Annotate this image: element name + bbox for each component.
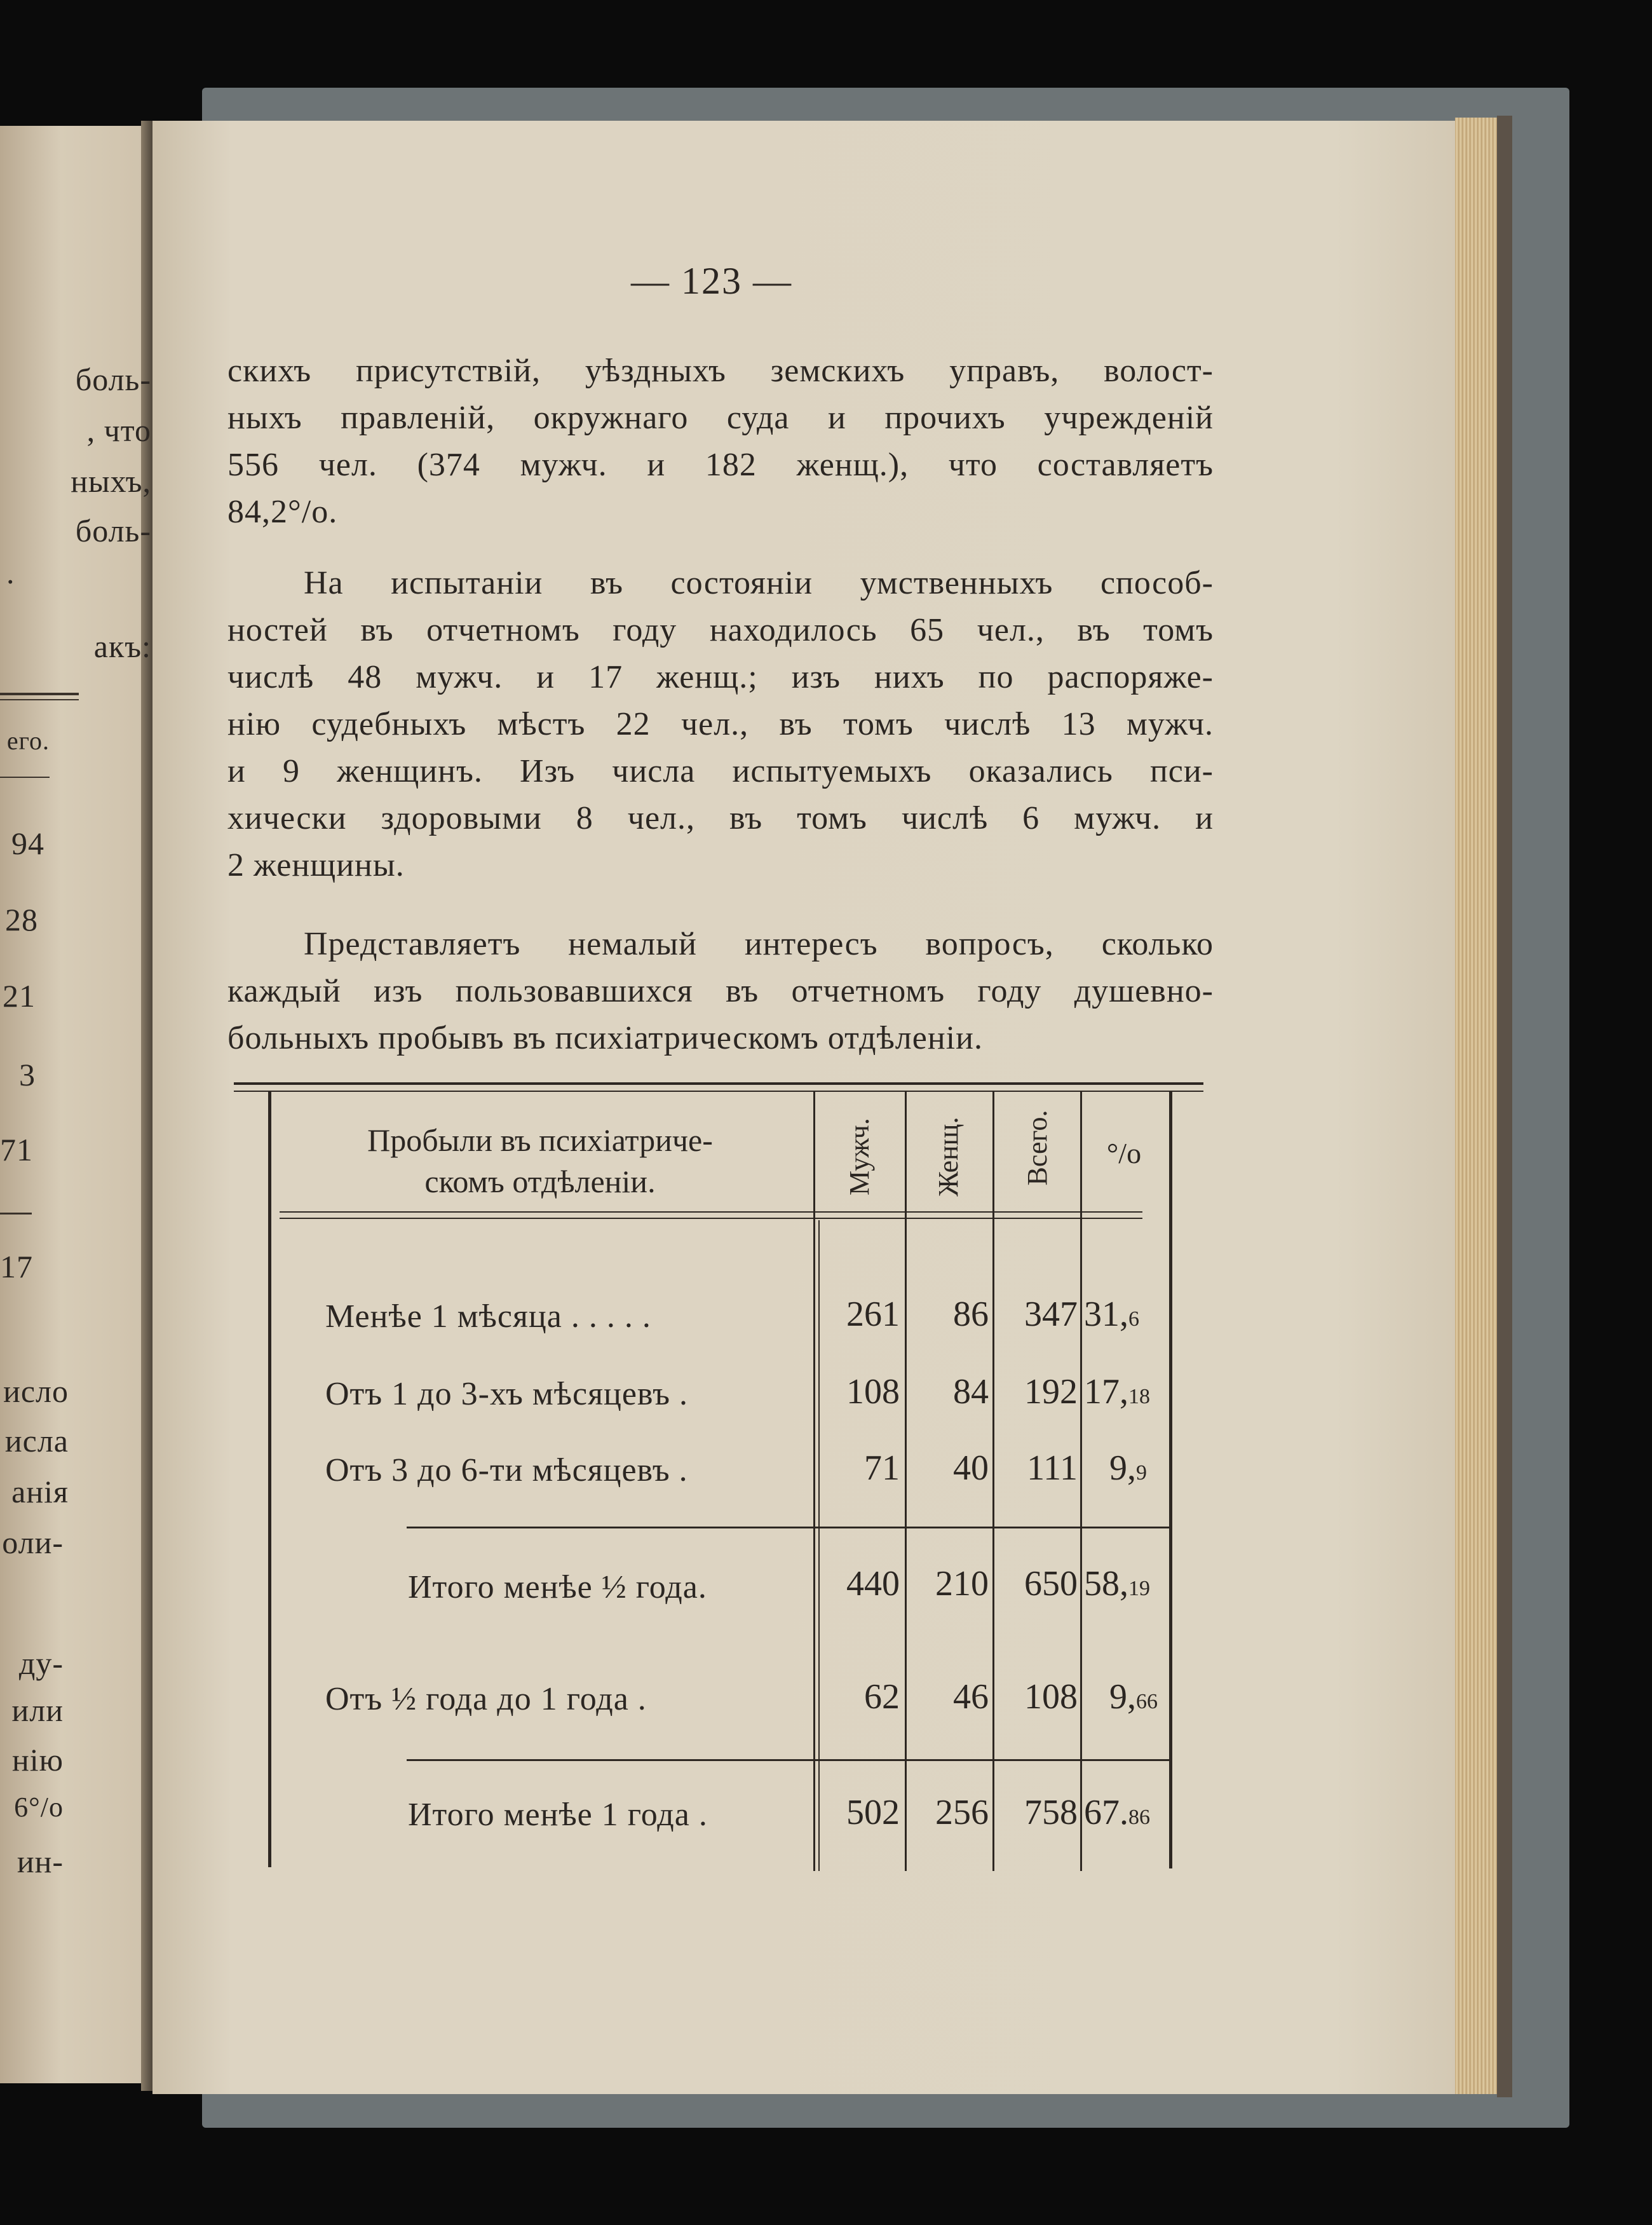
left-fragment: ныхъ, xyxy=(71,463,151,499)
header-description xyxy=(280,1120,801,1202)
percent-integer: 9, xyxy=(1109,1677,1136,1717)
page-edges xyxy=(1455,118,1500,2094)
left-fragment: оли- xyxy=(2,1525,64,1560)
left-rule xyxy=(0,1213,32,1215)
cell-total: 192 xyxy=(1024,1372,1078,1412)
text-line: и 9 женщинъ. Изъ числа испытуемыхъ оказались пси- xyxy=(227,753,1214,789)
left-fragment: боль- xyxy=(75,513,151,548)
left-fragment: 94 xyxy=(11,826,44,861)
left-fragment: . xyxy=(6,555,15,590)
left-fragment: исла xyxy=(4,1423,69,1459)
percent-fraction: 19 xyxy=(1128,1577,1150,1600)
cell-men: 62 xyxy=(864,1677,900,1717)
column-rule xyxy=(905,1092,907,1871)
subtotal-rule xyxy=(407,1527,1170,1528)
percent-integer: 67. xyxy=(1084,1793,1128,1832)
cell-women: 46 xyxy=(953,1677,989,1717)
left-fragment: или xyxy=(11,1692,64,1728)
left-fragment: ду- xyxy=(18,1645,64,1681)
percent-fraction: 9 xyxy=(1136,1461,1147,1485)
left-fragment: 21 xyxy=(3,978,36,1014)
row-label: Итого менѣе ½ года. xyxy=(408,1569,707,1605)
text-line: больныхъ пробывъ въ психіатрическомъ отдѣленіи. xyxy=(227,1020,983,1056)
left-rule xyxy=(0,693,79,695)
left-fragment: 3 xyxy=(19,1057,36,1092)
text-line: каждый изъ пользовавшихся въ отчетномъ году душевно- xyxy=(227,973,1214,1009)
cell-women: 210 xyxy=(935,1564,989,1603)
row-label: Отъ 1 до 3-хъ мѣсяцевъ . xyxy=(325,1376,689,1412)
left-fragment: , что xyxy=(86,412,151,448)
cell-percent xyxy=(1084,1294,1139,1335)
cell-women: 256 xyxy=(935,1793,989,1832)
cell-total: 758 xyxy=(1024,1793,1078,1832)
page-edge-shadow xyxy=(1497,116,1512,2097)
subtotal-rule xyxy=(407,1759,1170,1761)
table-top-rule xyxy=(234,1091,1203,1092)
left-fragment: нію xyxy=(11,1742,64,1778)
table-left-border xyxy=(268,1092,271,1867)
text-line: ностей въ отчетномъ году находилось 65 чел., въ томъ xyxy=(227,612,1214,648)
left-fragment: исло xyxy=(3,1373,69,1409)
row-label: Итого менѣе 1 года . xyxy=(408,1797,708,1833)
text-line: скихъ присутствій, уѣздныхъ земскихъ управъ, волост- xyxy=(227,353,1214,389)
header-women: Женщ. xyxy=(933,1117,964,1197)
left-rule xyxy=(0,699,79,700)
column-rule xyxy=(1080,1092,1082,1871)
cell-men: 440 xyxy=(846,1564,900,1603)
cell-women: 40 xyxy=(953,1448,989,1488)
row-label: Менѣе 1 мѣсяца . . . . . xyxy=(325,1298,651,1335)
text-line: Представляетъ немалый интересъ вопросъ, сколько xyxy=(304,926,1214,962)
cell-total: 108 xyxy=(1024,1677,1078,1717)
left-fragment: боль- xyxy=(75,362,151,397)
cell-total: 111 xyxy=(1027,1448,1078,1488)
left-fragment: ин- xyxy=(17,1844,64,1879)
left-fragment: 6°/о xyxy=(14,1792,64,1823)
cell-women: 86 xyxy=(953,1295,989,1334)
cell-percent xyxy=(1084,1563,1150,1604)
left-fragment: его. xyxy=(6,726,50,755)
cell-women: 84 xyxy=(953,1372,989,1412)
percent-fraction: 6 xyxy=(1128,1307,1139,1331)
header-description-line: Пробыли въ психіатриче- xyxy=(367,1122,713,1158)
percent-integer: 58, xyxy=(1084,1564,1128,1603)
cell-percent xyxy=(1084,1371,1150,1412)
cell-percent xyxy=(1109,1677,1158,1717)
percent-integer: 9, xyxy=(1109,1448,1136,1488)
percent-fraction: 18 xyxy=(1128,1385,1150,1408)
text-line: На испытаніи въ состояніи умственныхъ способ- xyxy=(304,565,1214,601)
cell-percent xyxy=(1084,1792,1150,1833)
left-rule xyxy=(0,777,50,778)
text-line: хически здоровыми 8 чел., въ томъ числѣ 6 мужч. и xyxy=(227,800,1214,836)
table-top-rule xyxy=(234,1082,1203,1085)
text-line: нію судебныхъ мѣстъ 22 чел., въ томъ числѣ 13 мужч. xyxy=(227,706,1214,742)
header-total: Всего. xyxy=(1022,1110,1053,1186)
left-fragment: 17 xyxy=(0,1249,33,1284)
cell-total: 347 xyxy=(1024,1295,1078,1334)
table-right-border xyxy=(1169,1092,1172,1868)
left-fragment: 28 xyxy=(5,902,38,937)
left-fragment: анія xyxy=(11,1474,69,1509)
row-label: Отъ ½ года до 1 года . xyxy=(325,1681,647,1717)
cell-men: 108 xyxy=(846,1372,900,1412)
text-line: числѣ 48 мужч. и 17 женщ.; изъ нихъ по распоряже- xyxy=(227,659,1214,695)
header-percent: °/о xyxy=(1106,1137,1142,1169)
text-line: ныхъ правленій, окружнаго суда и прочихъ учрежденій xyxy=(227,400,1214,436)
header-rule xyxy=(280,1211,1142,1213)
percent-fraction: 86 xyxy=(1128,1806,1150,1829)
text-line: 2 женщины. xyxy=(227,847,405,883)
cell-percent xyxy=(1109,1448,1147,1488)
column-rule xyxy=(992,1092,994,1871)
percent-integer: 17, xyxy=(1084,1372,1128,1412)
cell-men: 71 xyxy=(864,1448,900,1488)
header-description-line: скомъ отдѣленіи. xyxy=(424,1164,656,1199)
row-label: Отъ 3 до 6-ти мѣсяцевъ . xyxy=(325,1452,688,1488)
cell-men: 261 xyxy=(846,1295,900,1334)
text-line: 556 чел. (374 мужч. и 182 женщ.), что составляетъ xyxy=(227,447,1214,483)
header-men: Мужч. xyxy=(844,1118,875,1195)
cell-men: 502 xyxy=(846,1793,900,1832)
left-fragment: 71 xyxy=(0,1132,33,1167)
left-fragment: акъ: xyxy=(93,629,151,664)
text-line: 84,2°/о. xyxy=(227,494,338,530)
page-number: — 123 — xyxy=(631,260,792,302)
column-rule xyxy=(813,1092,815,1871)
percent-fraction: 66 xyxy=(1136,1690,1158,1713)
header-rule xyxy=(280,1218,1142,1219)
cell-total: 650 xyxy=(1024,1564,1078,1603)
percent-integer: 31, xyxy=(1084,1295,1128,1334)
